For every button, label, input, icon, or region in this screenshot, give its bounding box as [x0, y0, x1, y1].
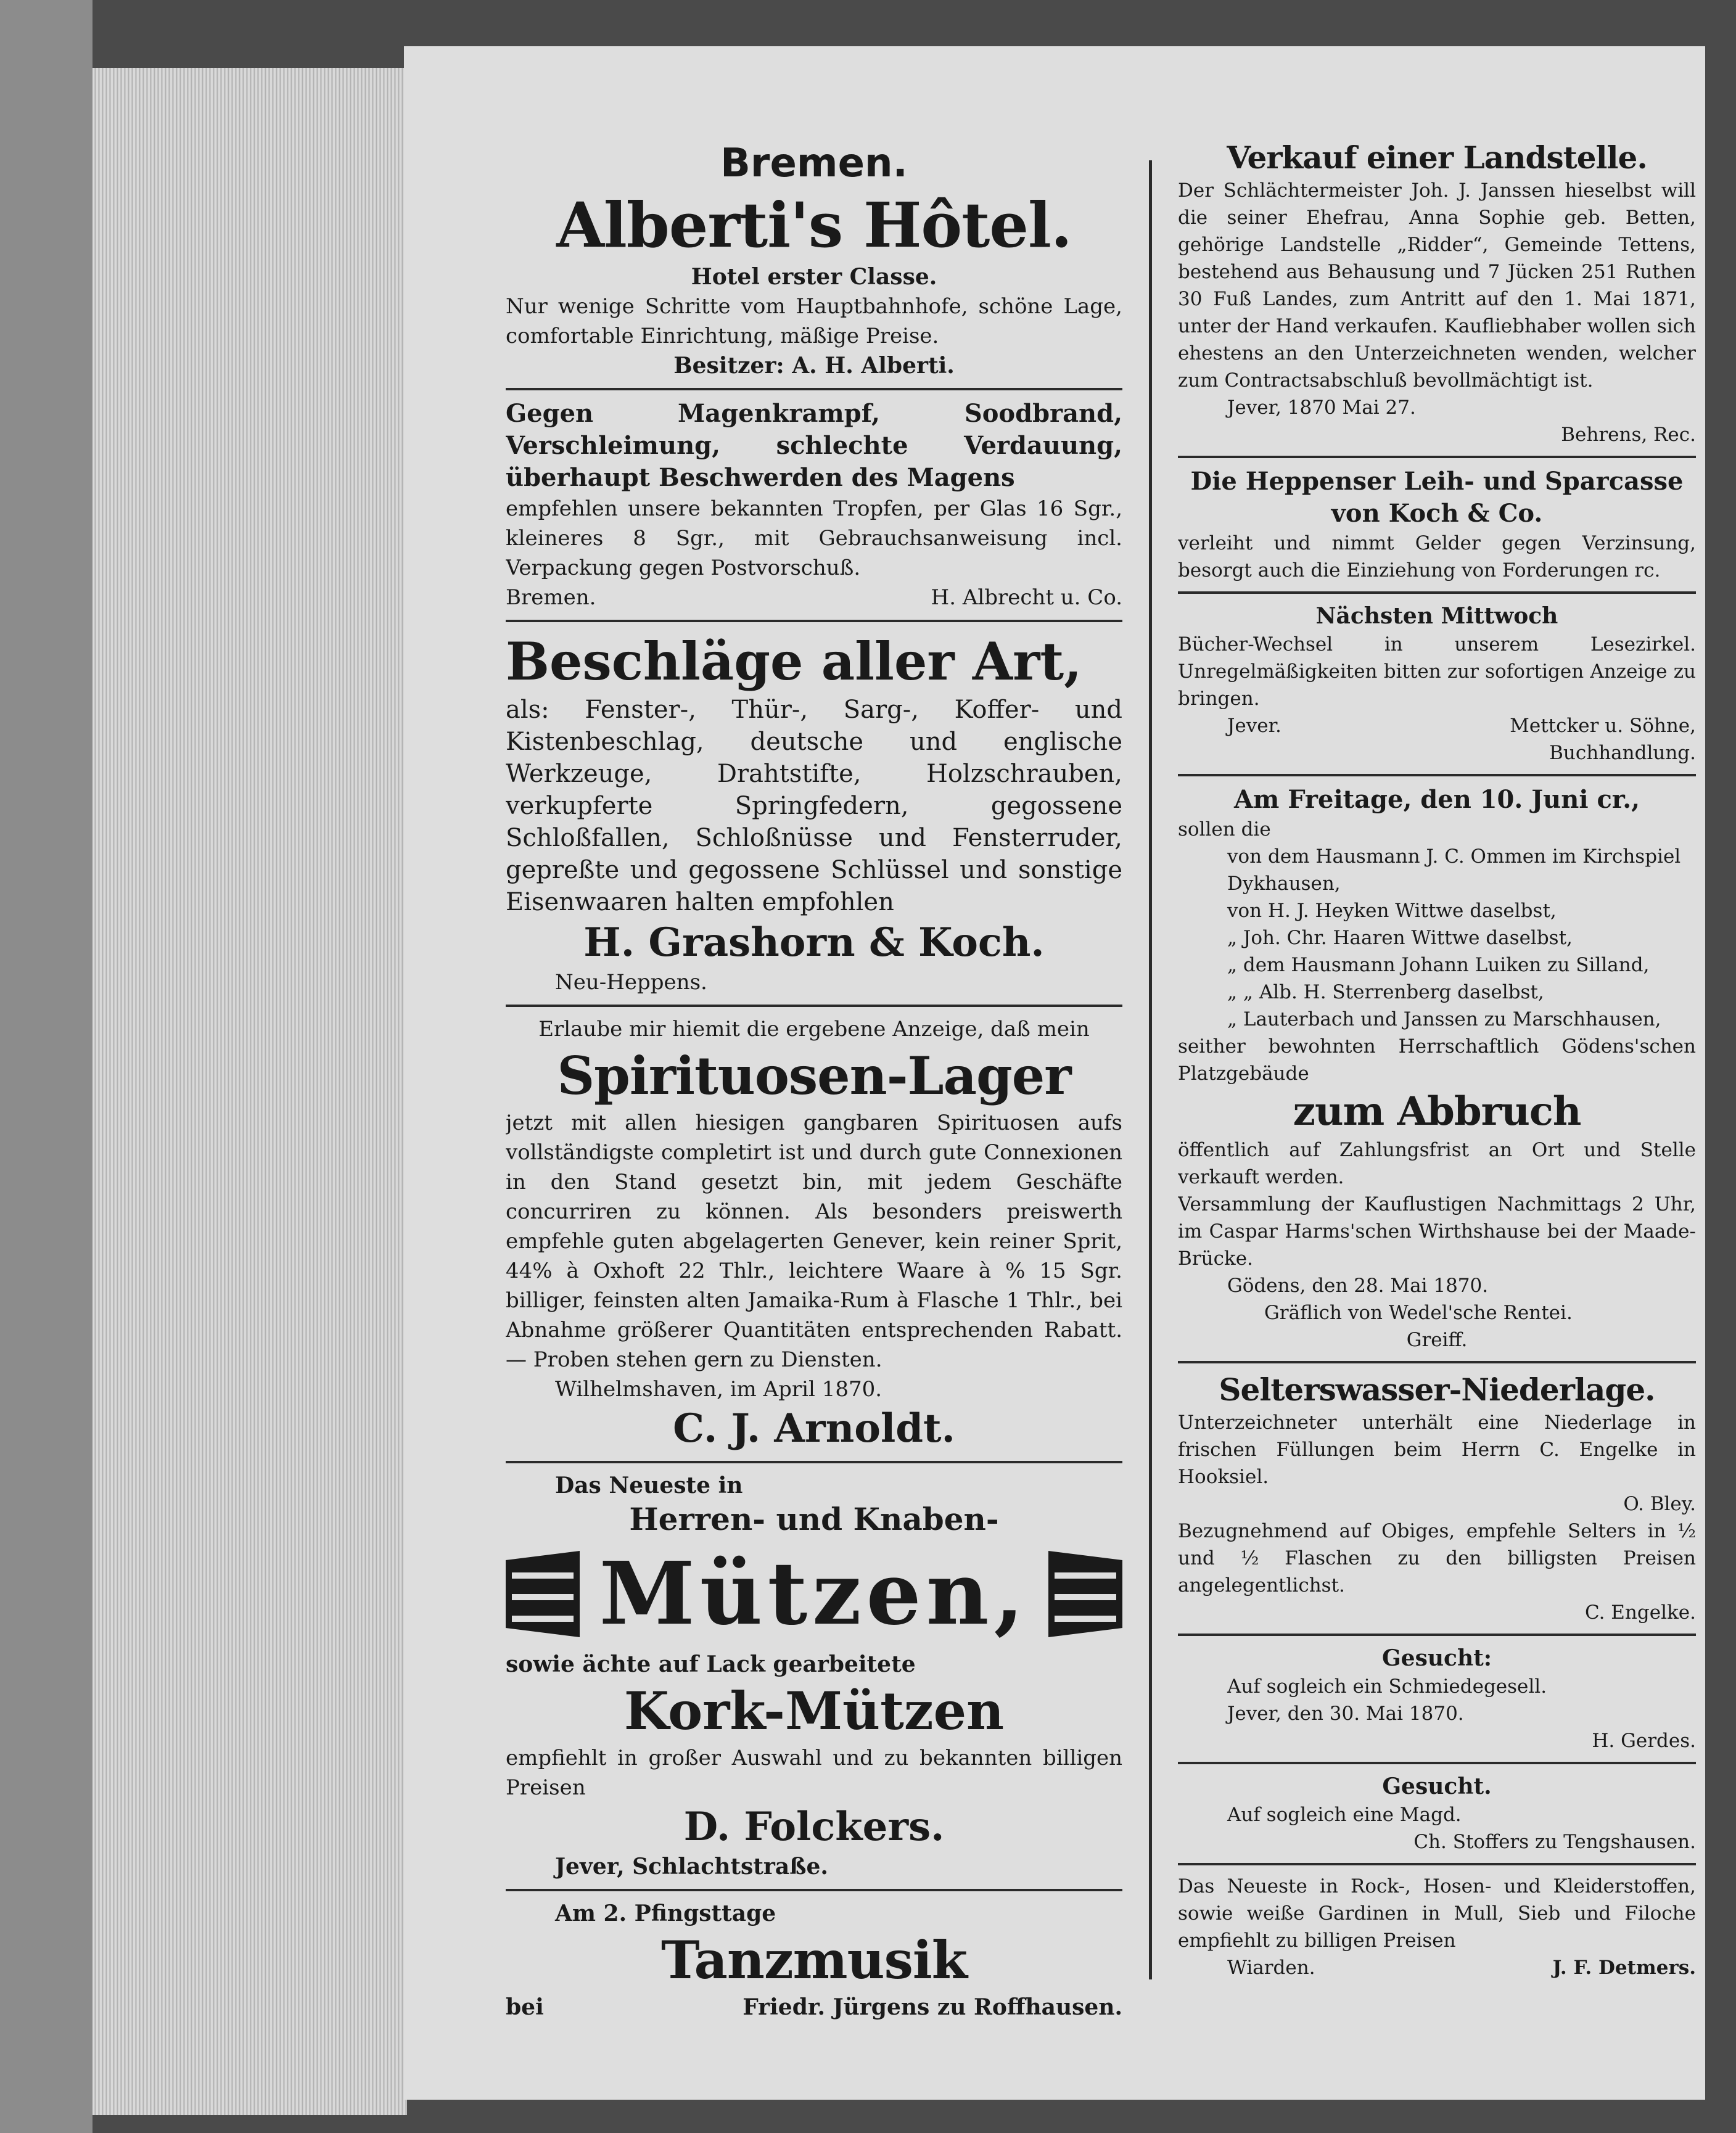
- page-edges: [93, 68, 407, 2115]
- ad-line-3: von H. J. Heyken Wittwe daselbst,: [1227, 900, 1557, 922]
- divider: [1178, 1634, 1696, 1636]
- ad-text: Auf sogleich ein Schmiedegesell.: [1227, 1675, 1547, 1698]
- divider: [506, 388, 1122, 390]
- ad-headline: Selterswasser-Niederlage.: [1219, 1371, 1655, 1408]
- ad-sign: Ch. Stoffers zu Tengshausen.: [1413, 1831, 1696, 1853]
- divider: [506, 1461, 1122, 1463]
- ad-line-4: „ Joh. Chr. Haaren Wittwe daselbst,: [1227, 927, 1573, 949]
- column-divider: [1149, 160, 1152, 1979]
- pointing-banner-icon: [1048, 1548, 1122, 1640]
- ad-date: Wilhelmshaven, im April 1870.: [555, 1377, 882, 1402]
- divider: [1178, 456, 1696, 458]
- ad-firm: J. F. Detmers.: [1552, 1957, 1696, 1979]
- ad-intro: Am 2. Pfingsttage: [555, 1901, 776, 1926]
- book-binding: [0, 0, 93, 2133]
- right-column: [1178, 139, 1696, 1981]
- ad-text: Das Neueste in Rock-, Hosen- und Kleiderstoffen, sowie weiße Gardinen in Mull, Sieb und Filoche empfiehlt zu billigen Preisen: [1178, 1875, 1696, 1952]
- ad-place: Bremen.: [506, 585, 596, 610]
- ad-headline: Am Freitage, den 10. Juni cr.,: [1233, 785, 1640, 814]
- ad-host: Friedr. Jürgens zu Roffhausen.: [743, 1994, 1122, 2020]
- ad-prefix: bei: [506, 1994, 544, 2020]
- ad-line-2: von dem Hausmann J. C. Ommen im Kirchspiel Dykhausen,: [1227, 845, 1681, 895]
- ad-sign: Greiff.: [1406, 1329, 1468, 1351]
- ad-mittwoch: [1178, 601, 1696, 766]
- ad-firm: Mettcker u. Söhne,: [1510, 715, 1696, 737]
- ad-place: Wiarden.: [1227, 1957, 1315, 1979]
- ad-text: verleiht und nimmt Gelder gegen Verzinsung, besorgt auch die Einziehung von Forderungen rc.: [1178, 532, 1696, 582]
- ad-spirituosen: [506, 1014, 1122, 1453]
- ad-text: jetzt mit allen hiesigen gangbaren Spirituosen aufs vollständigste completirt ist und durch gute Connexionen in den Stand gesetzt bin, mit jedem Geschäfte concurriren zu können. Als besonders preiswerth empfehle guten abgelagerten Genever, kein reiner Sprit, 44% à Oxhoft 22 Thlr., leichtere Waare à % 15 Sgr. billiger, feinsten alten Jamaika-Rum à Flasche 1 Thlr., bei Abnahme größerer Quantitäten entsprechenden Rabatt. — Proben stehen gern zu Diensten.: [506, 1111, 1122, 1372]
- ad-text: Bücher-Wechsel in unserem Lesezirkel. Unregelmäßigkeiten bitten zur sofortigen Anzeige zu bringen.: [1178, 633, 1696, 710]
- ad-text: Unterzeichneter unterhält eine Niederlage in frischen Füllungen beim Herrn C. Engelke in Hooksiel.: [1178, 1412, 1696, 1488]
- ad-gesucht-schmied: [1178, 1643, 1696, 1754]
- ad-owner: Besitzer: A. H. Alberti.: [673, 353, 955, 379]
- ad-sign-2: C. Engelke.: [1584, 1601, 1696, 1624]
- ad-place: Jever, Schlachtstraße.: [555, 1854, 828, 1880]
- ad-line-7: „ Lauterbach und Janssen zu Marschhausen,: [1227, 1008, 1661, 1030]
- ad-firm-2: Buchhandlung.: [1549, 742, 1696, 764]
- ad-place: Neu-Heppens.: [555, 970, 707, 995]
- ad-headline: Spirituosen-Lager: [557, 1045, 1071, 1106]
- divider: [506, 1005, 1122, 1007]
- ad-selterswasser: [1178, 1371, 1696, 1626]
- ad-headline: Verkauf einer Landstelle.: [1227, 139, 1647, 176]
- ad-text: als: Fenster-, Thür-, Sarg-, Koffer- und Kistenbeschlag, deutsche und englische Werkzeuge, Drahtstifte, Holzschrauben, verkupferte Springfedern, gegossene Schloßfallen, Schloßnüsse und Fensterruder, gepreßte und gegossene Schlüssel und sonstige Eisenwaaren halten empfohlen: [506, 696, 1122, 916]
- left-column: [506, 139, 1122, 2022]
- ad-firm: D. Folckers.: [683, 1804, 945, 1850]
- ad-gesucht-magd: [1178, 1772, 1696, 1856]
- ad-headline: Alberti's Hôtel.: [556, 189, 1072, 261]
- ad-detmers: [1178, 1873, 1696, 1981]
- ad-sparcasse: [1178, 466, 1696, 584]
- ad-city: Bremen.: [720, 141, 908, 186]
- ad-text: Nur wenige Schritte vom Hauptbahnhofe, schöne Lage, comfortable Einrichtung, mäßige Preise.: [506, 294, 1122, 348]
- ad-line: sowie ächte auf Lack gearbeitete: [506, 1651, 916, 1677]
- ad-headline: Gegen Magenkrampf, Soodbrand, Verschleimung, schlechte Verdauung, überhaupt Beschwerden des Magens: [506, 399, 1122, 492]
- ad-muetzen: [506, 1471, 1122, 1881]
- ad-firm: Gräflich von Wedel'sche Rentei.: [1264, 1302, 1573, 1324]
- ad-headline: Nächsten Mittwoch: [1315, 603, 1558, 629]
- ad-text: öffentlich auf Zahlungsfrist an Ort und Stelle verkauft werden.: [1178, 1139, 1696, 1188]
- ad-date: Gödens, den 28. Mai 1870.: [1227, 1275, 1489, 1297]
- ad-firm: H. Grashorn & Koch.: [583, 919, 1045, 966]
- ad-headline: Tanzmusik: [660, 1930, 968, 1991]
- divider: [1178, 1863, 1696, 1865]
- ad-sign: Behrens, Rec.: [1561, 424, 1696, 446]
- ad-tanzmusik: [506, 1899, 1122, 2022]
- divider: [506, 1889, 1122, 1891]
- ad-sign: O. Bley.: [1623, 1493, 1696, 1515]
- ad-firm: H. Albrecht u. Co.: [931, 585, 1122, 610]
- ad-alberti-hotel: [506, 139, 1122, 380]
- ad-headline-2: Kork-Mützen: [623, 1680, 1005, 1741]
- ad-line-5: „ dem Hausmann Johann Luiken zu Silland,: [1227, 954, 1650, 976]
- ad-magen: [506, 398, 1122, 612]
- newspaper-page: [404, 46, 1705, 2100]
- ad-place: Jever.: [1227, 715, 1281, 737]
- ad-text: Auf sogleich eine Magd.: [1227, 1804, 1462, 1826]
- ad-sign: H. Gerdes.: [1592, 1730, 1696, 1752]
- divider: [1178, 1361, 1696, 1363]
- ad-firm: C. J. Arnoldt.: [673, 1405, 955, 1452]
- ad-freitage: [1178, 784, 1696, 1354]
- ad-text-2: Versammlung der Kauflustigen Nachmittags 2 Uhr, im Caspar Harms'schen Wirthshause bei der Maade-Brücke.: [1178, 1193, 1696, 1270]
- ad-text: empfiehlt in großer Auswahl und zu bekannten billigen Preisen: [506, 1746, 1122, 1800]
- divider: [506, 620, 1122, 622]
- ad-headline-2: von Koch & Co.: [1331, 499, 1543, 528]
- ad-line-1: sollen die: [1178, 818, 1271, 840]
- ad-headline: Die Heppenser Leih- und Sparcasse: [1190, 467, 1684, 496]
- ad-headline: Beschläge aller Art,: [506, 631, 1082, 692]
- ad-headline-2: zum Abbruch: [1293, 1088, 1581, 1135]
- ad-text: empfehlen unsere bekannten Tropfen, per Glas 16 Sgr., kleineres 8 Sgr., mit Gebrauchsanweisung incl. Verpackung gegen Postvorschuß.: [506, 496, 1122, 580]
- ad-headline: Mützen,: [599, 1543, 1029, 1645]
- pointing-banner-icon: [506, 1548, 580, 1640]
- ad-text: Der Schlächtermeister Joh. J. Janssen hieselbst will die seiner Ehefrau, Anna Sophie geb. Betten, gehörige Landstelle „Ridder“, Gemeinde Tettens, bestehend aus Behausung und 7 Jücken 251 Ruthen 30 Fuß Landes, zum Antritt auf den 1. Mai 1871, unter der Hand verkaufen. Kaufliebhaber wollen sich ehestens an den Unterzeichneten wenden, welcher zum Contractsabschluß bevollmächtigt ist.: [1178, 179, 1696, 392]
- ad-line-8: seither bewohnten Herrschaftlich Gödens'schen Platzgebäude: [1178, 1035, 1696, 1085]
- ad-subhead: Herren- und Knaben-: [629, 1501, 999, 1537]
- divider: [1178, 1762, 1696, 1764]
- ad-date: Jever, den 30. Mai 1870.: [1227, 1703, 1464, 1725]
- ad-line-6: „ „ Alb. H. Sterrenberg daselbst,: [1227, 981, 1544, 1003]
- divider: [1178, 774, 1696, 776]
- ad-beschlaege: [506, 630, 1122, 997]
- divider: [1178, 591, 1696, 594]
- ad-headline: Gesucht:: [1381, 1645, 1492, 1671]
- ad-intro: Erlaube mir hiemit die ergebene Anzeige, daß mein: [538, 1017, 1090, 1042]
- ad-landstelle: [1178, 139, 1696, 448]
- ad-text-2: Bezugnehmend auf Obiges, empfehle Selters in ½ und ½ Flaschen zu den billigsten Preisen angelegentlichst.: [1178, 1520, 1696, 1597]
- ad-subhead: Hotel erster Classe.: [691, 264, 937, 290]
- ad-headline: Gesucht.: [1382, 1773, 1492, 1799]
- ad-intro: Das Neueste in: [555, 1473, 743, 1498]
- ad-date: Jever, 1870 Mai 27.: [1227, 397, 1416, 419]
